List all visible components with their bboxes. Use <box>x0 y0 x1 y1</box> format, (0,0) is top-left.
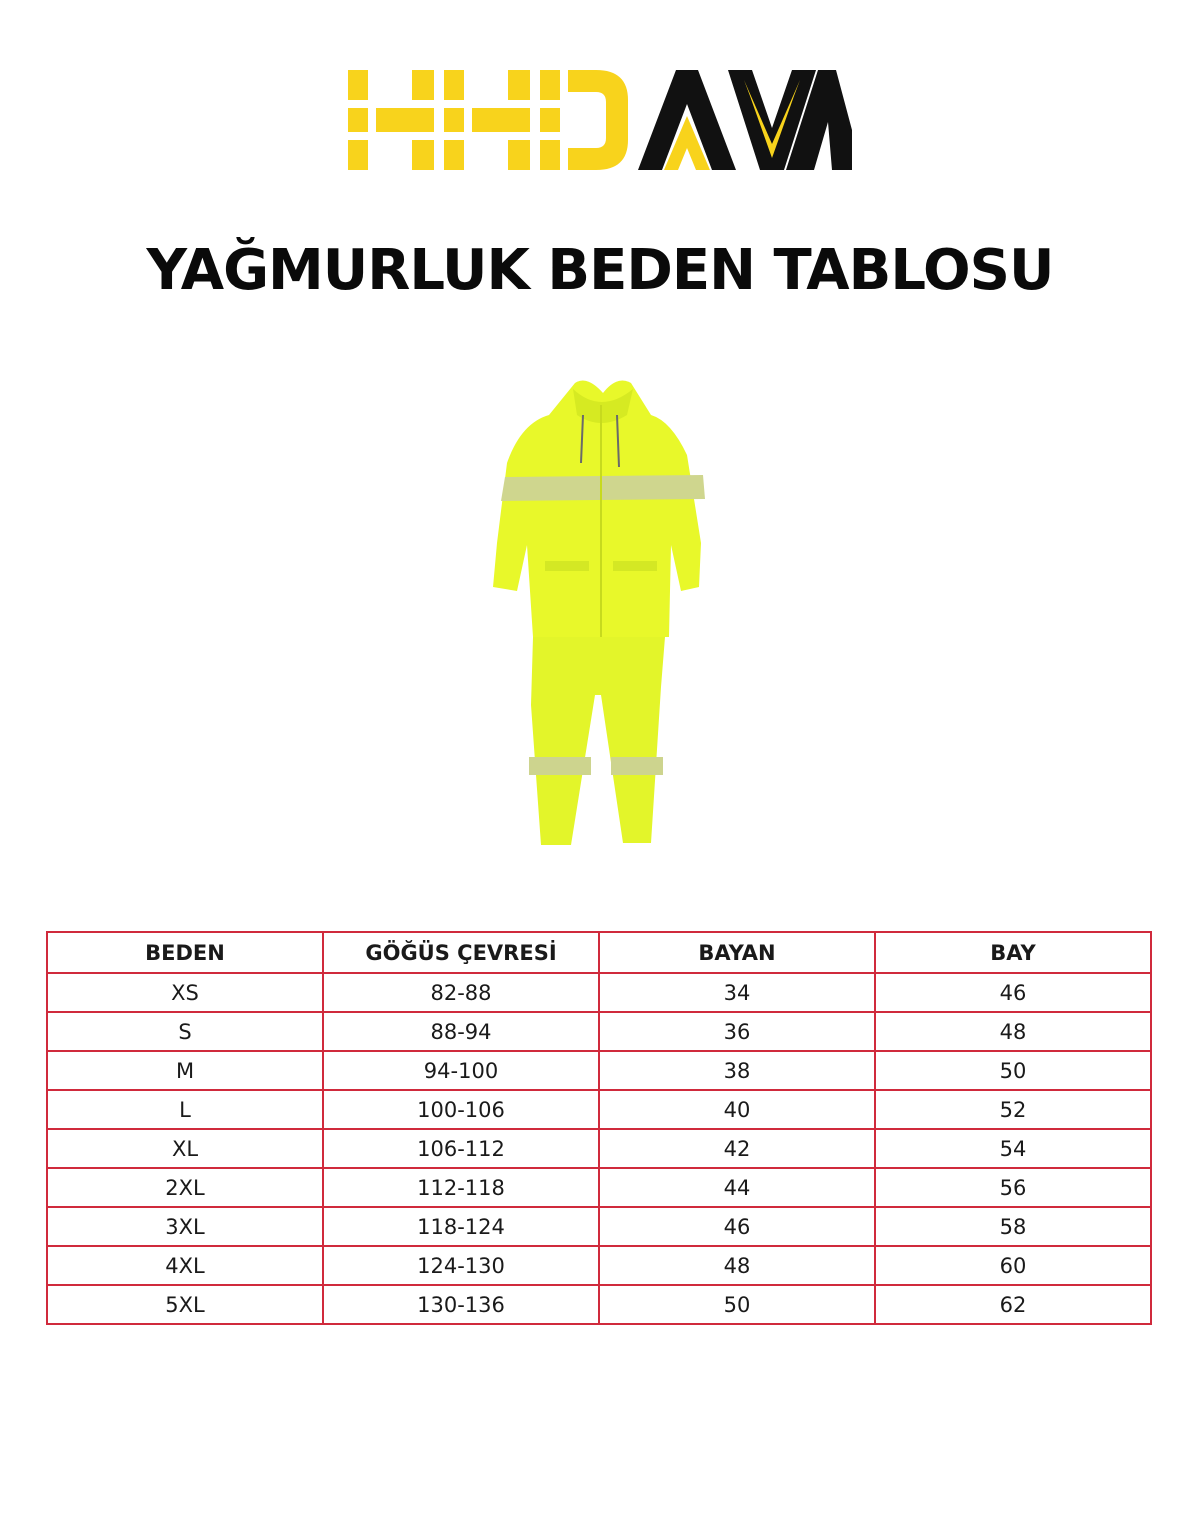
brand-logo <box>346 70 852 170</box>
raincoat-suit-icon <box>485 375 725 850</box>
table-row <box>47 1090 1151 1129</box>
product-image <box>485 375 725 850</box>
cell-men: 46 <box>875 973 1151 1012</box>
cell-size: S <box>47 1012 323 1051</box>
cell-chest: 88-94 <box>323 1012 599 1051</box>
cell-size: 2XL <box>47 1168 323 1207</box>
cell-chest: 106-112 <box>323 1129 599 1168</box>
table-header-row <box>47 932 1151 973</box>
header-beden: BEDEN <box>47 932 323 973</box>
cell-size: XS <box>47 973 323 1012</box>
table-row <box>47 1285 1151 1324</box>
cell-chest: 112-118 <box>323 1168 599 1207</box>
cell-chest: 94-100 <box>323 1051 599 1090</box>
cell-chest: 100-106 <box>323 1090 599 1129</box>
cell-men: 60 <box>875 1246 1151 1285</box>
cell-size: 3XL <box>47 1207 323 1246</box>
cell-men: 62 <box>875 1285 1151 1324</box>
page-title: YAĞMURLUK BEDEN TABLOSU <box>146 238 1054 303</box>
cell-size: M <box>47 1051 323 1090</box>
table-row <box>47 1129 1151 1168</box>
cell-chest: 124-130 <box>323 1246 599 1285</box>
header-bay: BAY <box>875 932 1151 973</box>
cell-size: L <box>47 1090 323 1129</box>
cell-women: 36 <box>599 1012 875 1051</box>
cell-men: 54 <box>875 1129 1151 1168</box>
table-row <box>47 1246 1151 1285</box>
table-row <box>47 973 1151 1012</box>
kkdavm-logo-icon <box>346 70 852 170</box>
cell-men: 48 <box>875 1012 1151 1051</box>
cell-men: 58 <box>875 1207 1151 1246</box>
cell-women: 48 <box>599 1246 875 1285</box>
table-row <box>47 1207 1151 1246</box>
size-table <box>46 931 1152 1325</box>
cell-chest: 118-124 <box>323 1207 599 1246</box>
cell-women: 40 <box>599 1090 875 1129</box>
cell-women: 44 <box>599 1168 875 1207</box>
header-bayan: BAYAN <box>599 932 875 973</box>
cell-men: 50 <box>875 1051 1151 1090</box>
cell-chest: 82-88 <box>323 973 599 1012</box>
header-gogus-cevresi: GÖĞÜS ÇEVRESİ <box>323 932 599 973</box>
table-row <box>47 1012 1151 1051</box>
cell-size: 4XL <box>47 1246 323 1285</box>
cell-women: 46 <box>599 1207 875 1246</box>
table-row <box>47 1051 1151 1090</box>
table-row <box>47 1168 1151 1207</box>
cell-men: 56 <box>875 1168 1151 1207</box>
cell-women: 34 <box>599 973 875 1012</box>
cell-chest: 130-136 <box>323 1285 599 1324</box>
cell-size: 5XL <box>47 1285 323 1324</box>
cell-men: 52 <box>875 1090 1151 1129</box>
cell-women: 50 <box>599 1285 875 1324</box>
cell-women: 38 <box>599 1051 875 1090</box>
cell-women: 42 <box>599 1129 875 1168</box>
cell-size: XL <box>47 1129 323 1168</box>
